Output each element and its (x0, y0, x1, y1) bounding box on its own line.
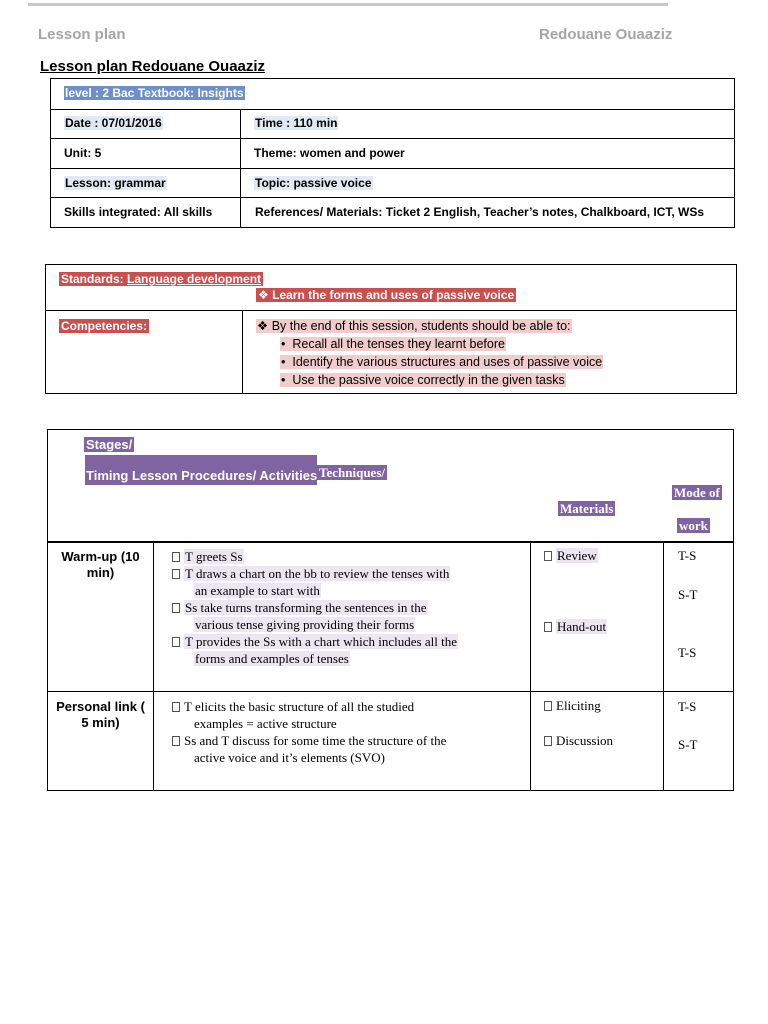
header-left: Lesson plan (38, 26, 126, 43)
mode-5: S-T (678, 737, 698, 752)
mode-3: T-S (678, 645, 697, 660)
standards-label: Standards: (61, 272, 128, 286)
material-review: Review (557, 548, 597, 563)
skills-cell: Skills integrated: All skills (64, 205, 213, 219)
document-title: Lesson plan Redouane Ouaaziz (40, 58, 266, 75)
head-timing: Timing Lesson Procedures/ Activities (86, 468, 318, 483)
bullet-icon: • (281, 337, 286, 351)
square-bullet-icon (544, 622, 552, 632)
header-right: Redouane Ouaaziz (539, 26, 673, 43)
material-discussion: Discussion (556, 733, 614, 748)
info-table (50, 78, 735, 228)
competencies-list (256, 317, 603, 389)
bullet-icon: • (281, 355, 286, 369)
unit-cell: Unit: 5 (64, 146, 102, 160)
competency-item: Use the passive voice correctly in the given tasks (292, 373, 565, 387)
mode-2: S-T (678, 587, 698, 602)
time-cell: Time : 110 min (255, 116, 338, 130)
standards-link: Language development (127, 272, 262, 286)
diamond-bullet-icon: ❖ (257, 319, 269, 333)
procedure-table (47, 429, 734, 791)
stage-warm-up: Warm-up (10 min) (61, 549, 140, 580)
level-cell: level : 2 Bac Textbook: Insights (65, 86, 244, 100)
square-bullet-icon (172, 637, 180, 647)
square-bullet-icon (544, 736, 552, 746)
procedure-lines-personal-link: T elicits the basic structure of all the studied examples = active structure Ss and T discuss for some time the structure of the active voice and it’s elements (SVO) (172, 698, 446, 766)
mode-4: T-S (678, 699, 697, 714)
references-cell: References/ Materials: Ticket 2 English, Teacher’s notes, Chalkboard, ICT, WSs (255, 205, 705, 219)
head-mode-work: work (679, 518, 708, 533)
head-stages: Stages/ (86, 437, 133, 452)
mode-1: T-S (678, 548, 697, 563)
diamond-bullet-icon: ❖ (258, 288, 269, 302)
bullet-icon: • (281, 373, 286, 387)
competency-item: Recall all the tenses they learnt before (292, 337, 505, 351)
procedure-lines-warm-up: T greets Ss T draws a chart on the bb to review the tenses with an example to start with Ss take turns transforming the sentences in the various tense giving providing their forms T provides the Ss with a chart which includes all the forms and examples of tenses (172, 548, 458, 667)
square-bullet-icon (172, 736, 180, 746)
competencies-label: Competencies: (61, 319, 148, 333)
head-materials: Materials (560, 501, 614, 516)
header-rule (28, 3, 668, 6)
topic-cell: Topic: passive voice (255, 176, 372, 190)
date-cell: Date : 07/01/2016 (65, 116, 162, 130)
stage-personal-link: Personal link ( 5 min) (56, 699, 145, 730)
square-bullet-icon (544, 701, 552, 711)
square-bullet-icon (172, 603, 180, 613)
theme-cell: Theme: women and power (254, 146, 405, 160)
square-bullet-icon (172, 702, 180, 712)
standards-item: Learn the forms and uses of passive voice (272, 288, 515, 302)
lesson-cell: Lesson: grammar (65, 176, 166, 190)
material-eliciting: Eliciting (556, 698, 601, 713)
square-bullet-icon (544, 551, 552, 561)
material-handout: Hand-out (557, 619, 607, 634)
head-mode: Mode of (674, 485, 720, 500)
square-bullet-icon (172, 569, 180, 579)
square-bullet-icon (172, 552, 180, 562)
head-techniques: Techniques/ (319, 465, 385, 480)
standards-table (45, 264, 737, 394)
competencies-intro: By the end of this session, students should be able to: (271, 319, 571, 333)
competency-item: Identify the various structures and uses of passive voice (292, 355, 603, 369)
